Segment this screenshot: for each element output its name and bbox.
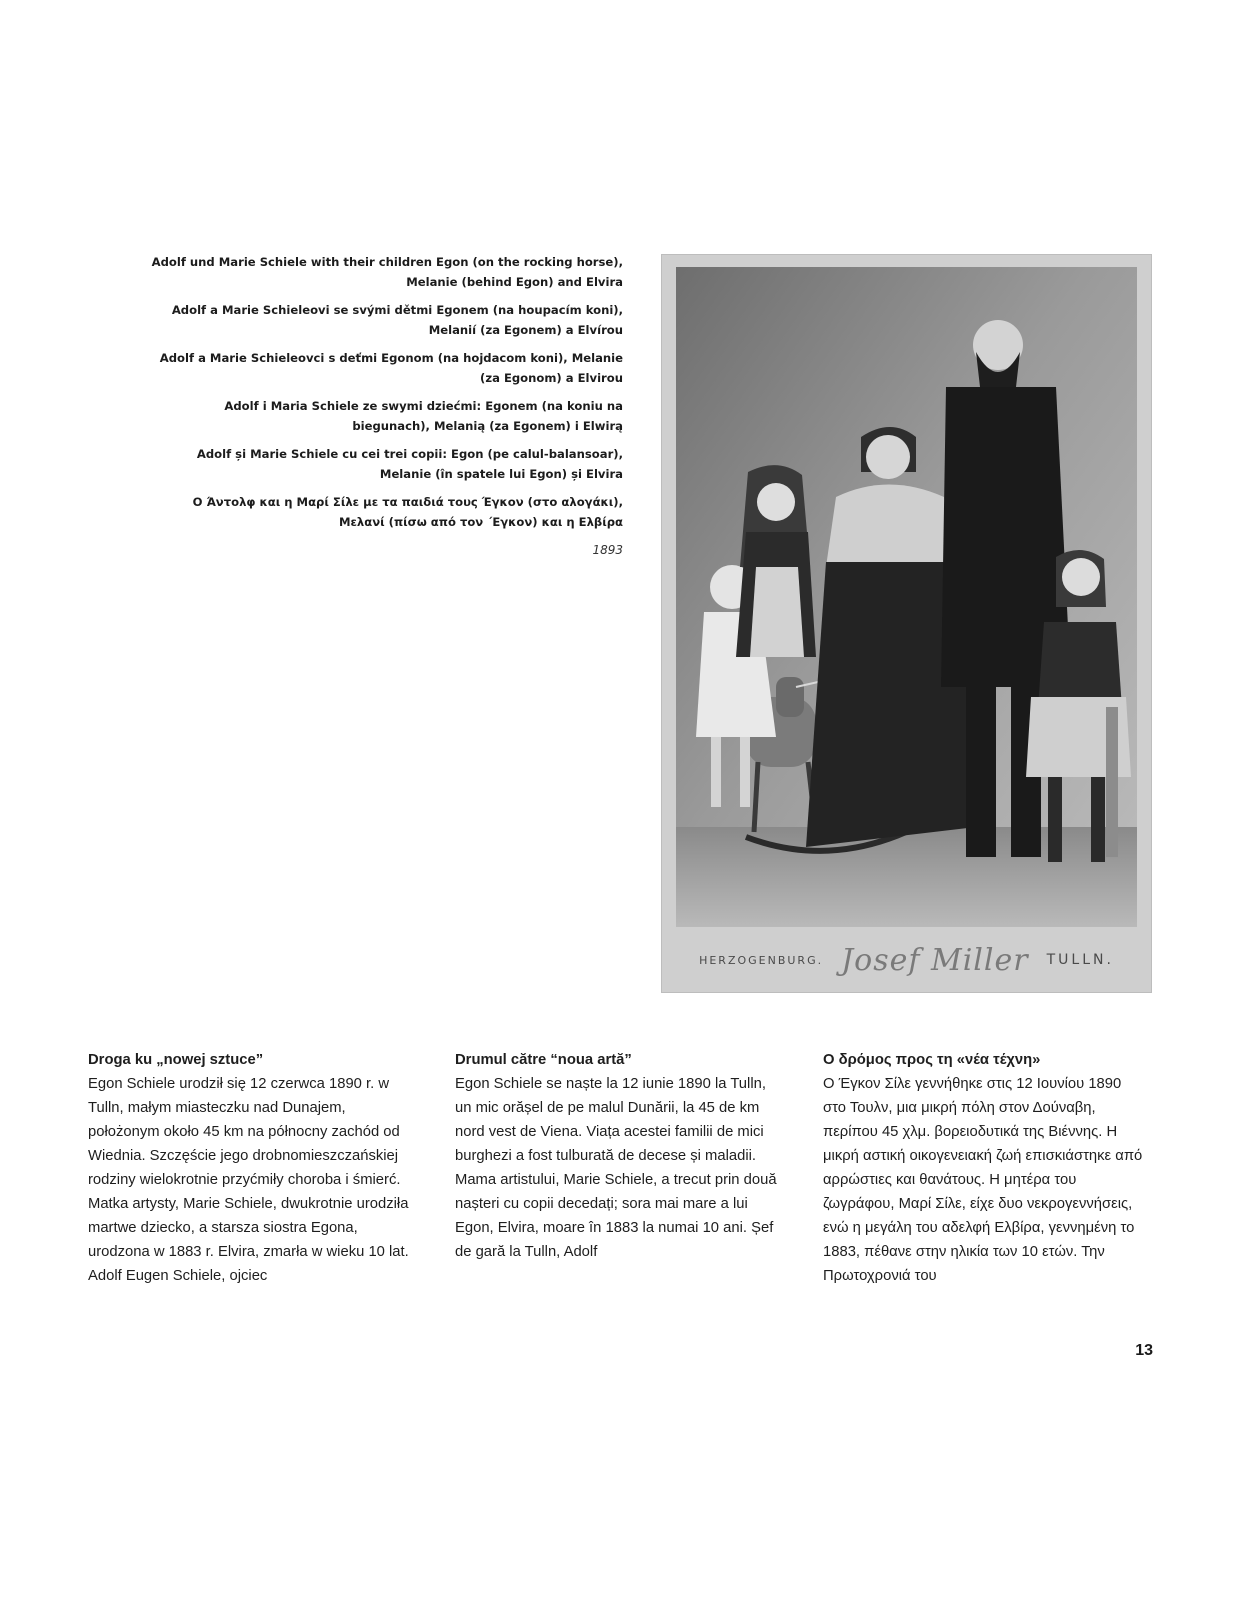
caption-romanian: Adolf și Marie Schiele cu cei trei copii: Egon (pe calul-balansoar), Melanie (în spatele lui Egon) și Elvira xyxy=(196,447,623,481)
column-heading: Ο δρόμος προς τη «νέα τέχνη» xyxy=(823,1052,1041,1068)
caption-english: Adolf und Marie Schiele with their children Egon (on the rocking horse), Melanie (behind Egon) and Elvira xyxy=(151,255,623,289)
photo-caption-block xyxy=(150,252,623,568)
studio-place: HERZOGENBURG. xyxy=(699,953,824,967)
caption-slovak: Adolf a Marie Schieleovci s deťmi Egonom (na hojdacom koni), Melanie (za Egonom) a Elvirou xyxy=(159,351,623,385)
photo-studio-imprint xyxy=(662,930,1151,990)
column-body: Egon Schiele urodził się 12 czerwca 1890 r. w Tulln, małym miasteczku nad Dunajem, położonym około 45 km na północny zachód od Wiednia. Szczęście jego drobnomieszczańskiej rodziny wielokrotnie przyćmiły choroba i śmierć. Matka artysty, Marie Schiele, dwukrotnie urodziła martwe dziecko, a starsza siostra Egona, urodzona w 1883 r. Elvira, zmarła w wieku 10 lat. Adolf Eugen Schiele, ojciec xyxy=(88,1076,409,1284)
column-polish xyxy=(88,1048,413,1288)
column-greek xyxy=(823,1048,1148,1288)
column-body: Ο Έγκον Σίλε γεννήθηκε στις 12 Ιουνίου 1890 στο Τουλν, μια μικρή πόλη στον Δούναβη, περίπου 45 χλμ. βορειοδυτικά της Βιέννης. Η μικρή αστική οικογενειακή ζωή επισκιάστηκε από αρρώστιες και θανάτους. Η μητέρα του ζωγράφου, Μαρί Σίλε, είχε δυο νεκρογεννήσεις, ενώ η μεγάλη του αδελφή Ελβίρα, γεννημένη το 1883, πέθανε στην ηλικία των 10 ετών. Την Πρωτοχρονιά του xyxy=(823,1076,1143,1284)
column-body: Egon Schiele se naște la 12 iunie 1890 la Tulln, un mic orășel de pe malul Dunării, la 45 de km nord vest de Viena. Viața acestei familii de mici burghezi a fost tulburată de decese și maladii. Mama artistului, Marie Schiele, a trecut prin două nașteri cu copii decedați; sora mai mare a lui Egon, Elvira, moare în 1883 la numai 10 ani. Șef de gară la Tulln, Adolf xyxy=(455,1076,777,1260)
caption-polish: Adolf i Maria Schiele ze swymi dziećmi: Egonem (na koniu na biegunach), Melanią (za Egonem) i Elwirą xyxy=(224,399,623,433)
photo-scene xyxy=(676,267,1137,927)
studio-signature: Josef Miller xyxy=(841,942,1029,978)
page-number: 13 xyxy=(1135,1342,1153,1359)
studio-town: TULLN. xyxy=(1046,952,1114,968)
caption-czech: Adolf a Marie Schieleovi se svými dětmi Egonem (na houpacím koni), Melanií (za Egonem) a Elvírou xyxy=(171,303,623,337)
family-photograph xyxy=(661,254,1152,993)
caption-greek: Ο Άντολφ και η Μαρί Σίλε με τα παιδιά τους Έγκον (στο αλογάκι), Μελανί (πίσω από τον ΄Εγκον) και η Ελβίρα xyxy=(192,495,623,529)
column-heading: Drumul către “noua artă” xyxy=(455,1052,632,1068)
caption-year: 1893 xyxy=(592,543,623,557)
column-romanian xyxy=(455,1048,780,1264)
column-heading: Droga ku „nowej sztuce” xyxy=(88,1052,264,1068)
